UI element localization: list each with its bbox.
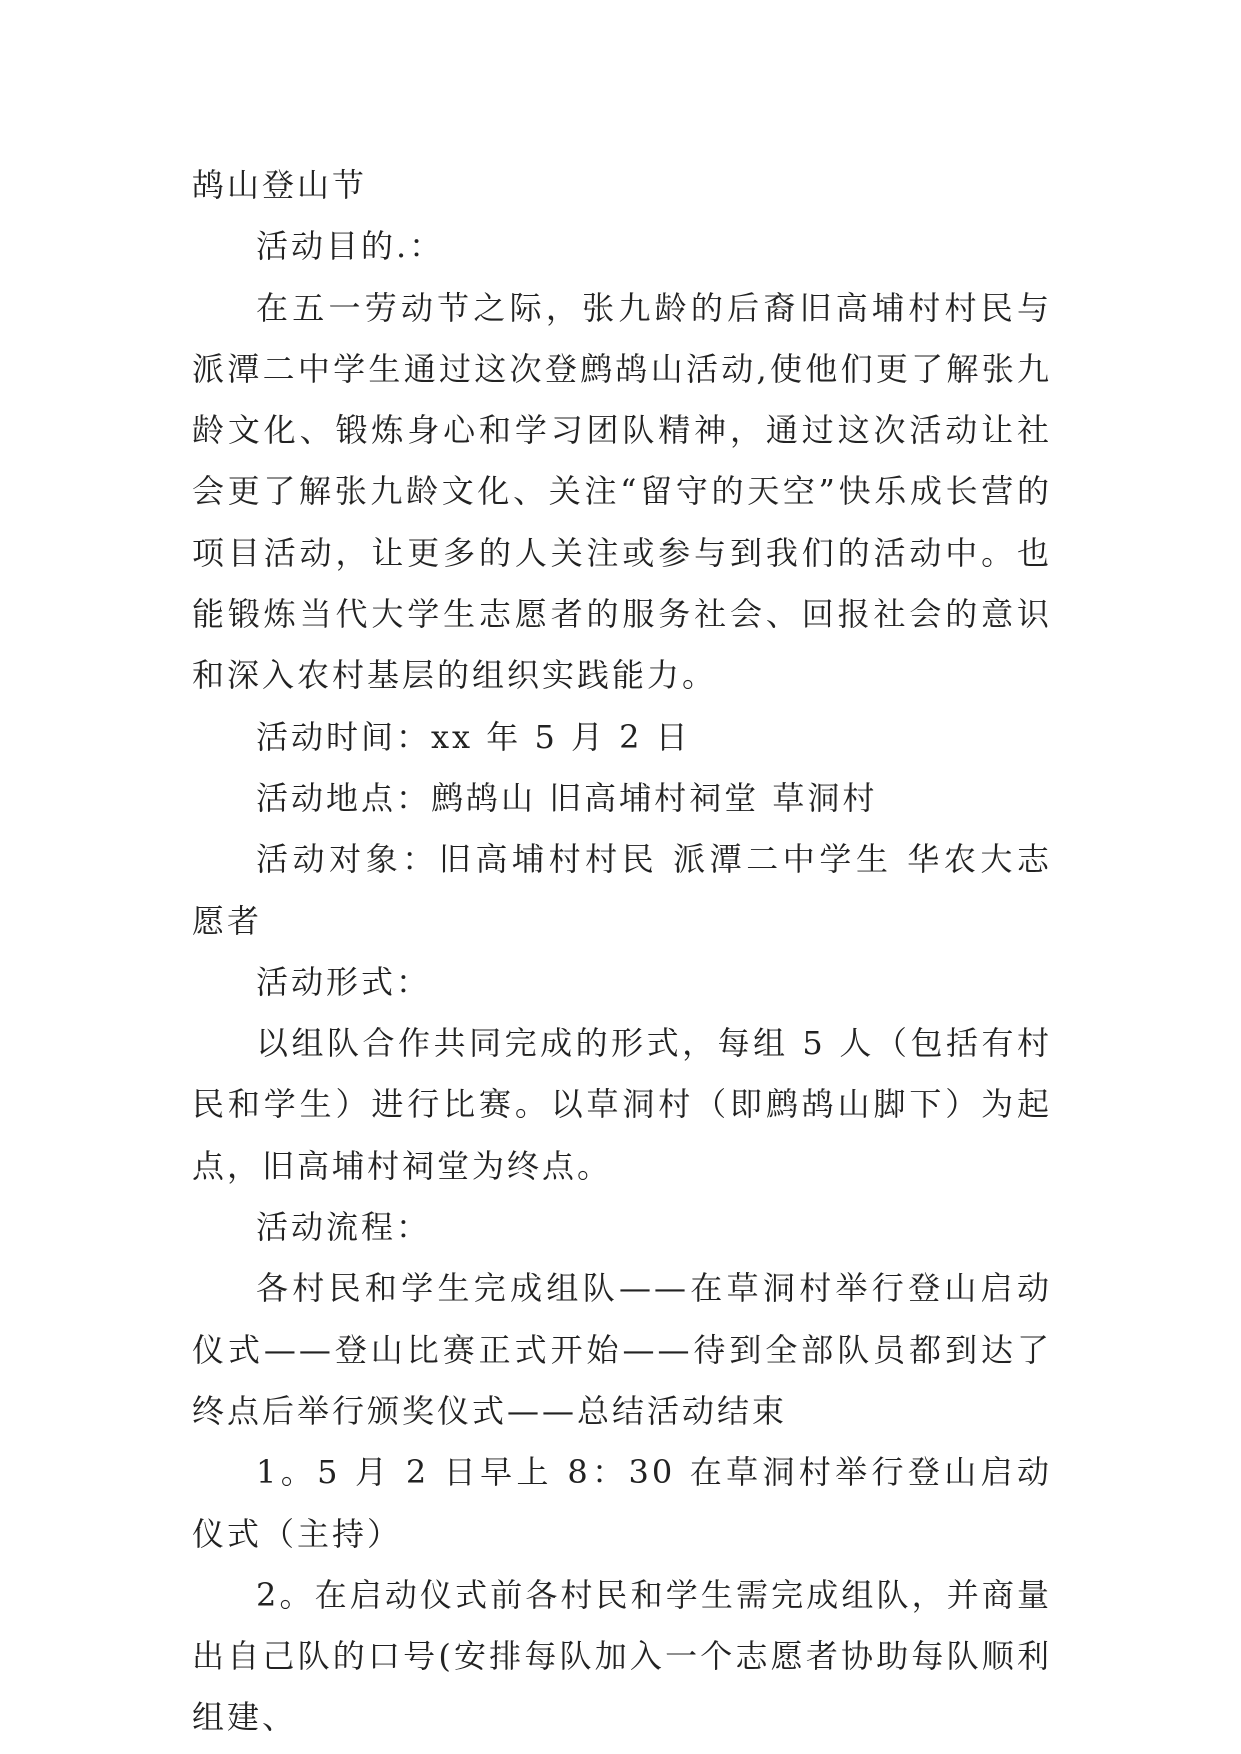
paragraph-purpose-body: 在五一劳动节之际，张九龄的后裔旧高埔村村民与派潭二中学生通过这次登鹧鸪山活动,使他们更了解张九龄文化、锻炼身心和学习团队精神，通过这次活动让社会更了解张九龄文化、关注“留守的天空”快乐成长营的项目活动，让更多的人关注或参与到我们的活动中。也能锻炼当代大学生志愿者的服务社会、回报社会的意识和深入农村基层的组织实践能力。 — [192, 288, 1052, 695]
paragraph-location: 活动地点：鹧鸪山 旧高埔村祠堂 草洞村 — [256, 778, 878, 817]
paragraph-format-heading: 活动形式： — [256, 962, 432, 1001]
paragraph-step-2: 2。在启动仪式前各村民和学生需完成组队，并商量出自己队的口号(安排每队加入一个志愿者协助每队顺利组建、 — [192, 1575, 1052, 1737]
paragraph-process-heading: 活动流程： — [256, 1208, 432, 1247]
paragraph-step-1: 1。5 月 2 日早上 8：30 在草洞村举行登山启动仪式（主持） — [192, 1453, 1052, 1553]
paragraph-title-line: 鸪山登山节 — [192, 166, 368, 204]
paragraph-process-body: 各村民和学生完成组队——在草洞村举行登山启动仪式——登山比赛正式开始——待到全部队员都到达了终点后举行颁奖仪式——总结活动结束 — [192, 1269, 1052, 1430]
paragraph-time: 活动时间：xx 年 5 月 2 日 — [256, 717, 691, 756]
paragraph-format-body: 以组队合作共同完成的形式，每组 5 人（包括有村民和学生）进行比赛。以草洞村（即鹧鸪山脚下）为起点，旧高埔村祠堂为终点。 — [192, 1024, 1052, 1185]
document-body — [192, 155, 1052, 1749]
paragraph-purpose-heading: 活动目的.： — [256, 227, 445, 266]
paragraph-participants: 活动对象：旧高埔村村民 派潭二中学生 华农大志愿者 — [192, 840, 1052, 940]
